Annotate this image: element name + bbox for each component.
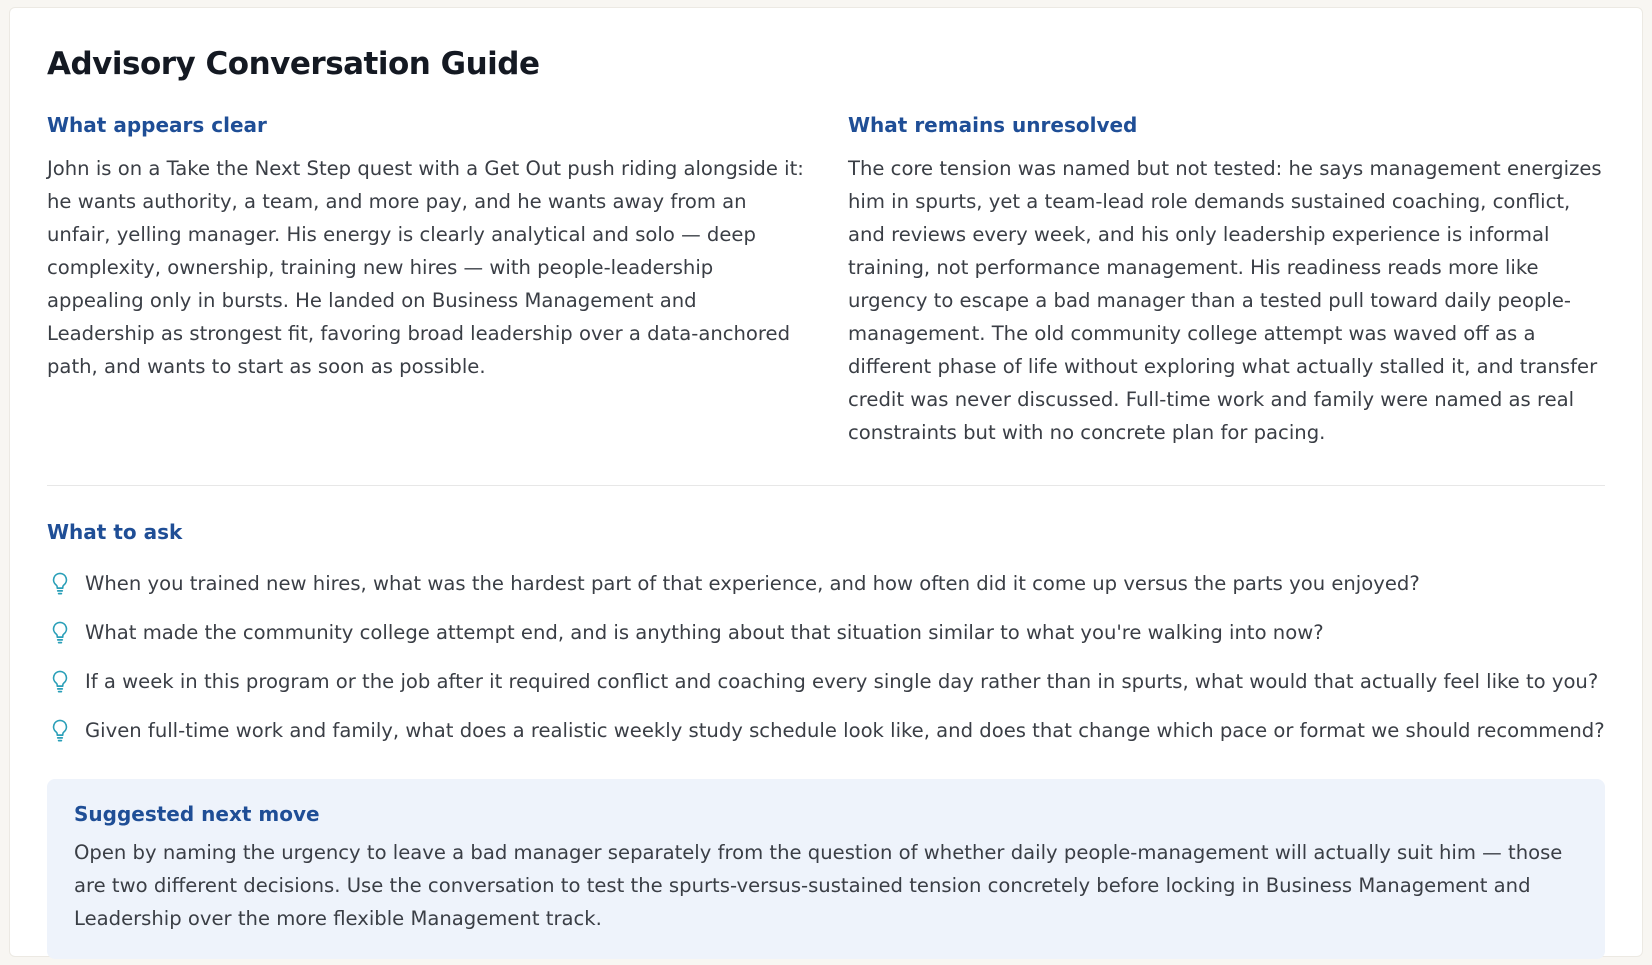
summary-columns xyxy=(47,112,1605,449)
ask-section xyxy=(47,519,1605,755)
lightbulb-icon xyxy=(49,718,71,744)
advisory-guide-card xyxy=(9,7,1643,957)
list-item xyxy=(47,608,1605,657)
list-item xyxy=(47,657,1605,706)
next-move-body: Open by naming the urgency to leave a bad manager separately from the question of whether daily people-management will actually suit him — those are two different decisions. Use the conversation to test the spurts-versus-sustained tension concretely before locking in Business Management and Leadership over the more flexible Management track. xyxy=(74,841,1563,930)
page-title: Advisory Conversation Guide xyxy=(47,46,540,82)
list-item xyxy=(47,559,1605,608)
unresolved-body: The core tension was named but not tested: he says management energizes him in spurts, yet a team-lead role demands sustained coaching, conflict, and reviews every week, and his only leadership experience is informal training, not performance management. His readiness reads more like urgency to escape a bad manager than a tested pull toward daily people-management. The old community college attempt was waved off as a different phase of life without exploring what actually stalled it, and transfer credit was never discussed. Full-time work and family were named as real constraints but with no concrete plan for pacing. xyxy=(848,157,1602,444)
clear-heading: What appears clear xyxy=(47,113,267,137)
next-move-heading: Suggested next move xyxy=(74,802,320,826)
unresolved-heading: What remains unresolved xyxy=(848,113,1138,137)
clear-body: John is on a Take the Next Step quest with a Get Out push riding alongside it: he wants authority, a team, and more pay, and he wants away from an unfair, yelling manager. His energy is clearly analytical and solo — deep complexity, ownership, training new hires — with people-leadership appealing only in bursts. He landed on Business Management and Leadership as strongest fit, favoring broad leadership over a data-anchored path, and wants to start as soon as possible. xyxy=(47,157,804,378)
question-list xyxy=(47,559,1605,755)
lightbulb-icon xyxy=(49,669,71,695)
next-move-callout xyxy=(47,779,1605,959)
list-item xyxy=(47,706,1605,755)
unresolved-section xyxy=(848,112,1605,449)
clear-section xyxy=(47,112,804,449)
lightbulb-icon xyxy=(49,571,71,597)
question-text: Given full-time work and family, what does a realistic weekly study schedule look like, and does that change which pace or format we should recommend? xyxy=(85,719,1605,742)
question-text: If a week in this program or the job after it required conflict and coaching every single day rather than in spurts, what would that actually feel like to you? xyxy=(85,670,1599,693)
lightbulb-icon xyxy=(49,620,71,646)
question-text: When you trained new hires, what was the hardest part of that experience, and how often did it come up versus the parts you enjoyed? xyxy=(85,572,1420,595)
section-divider xyxy=(47,485,1605,486)
question-text: What made the community college attempt end, and is anything about that situation similar to what you're walking into now? xyxy=(85,621,1324,644)
ask-heading: What to ask xyxy=(47,520,183,544)
